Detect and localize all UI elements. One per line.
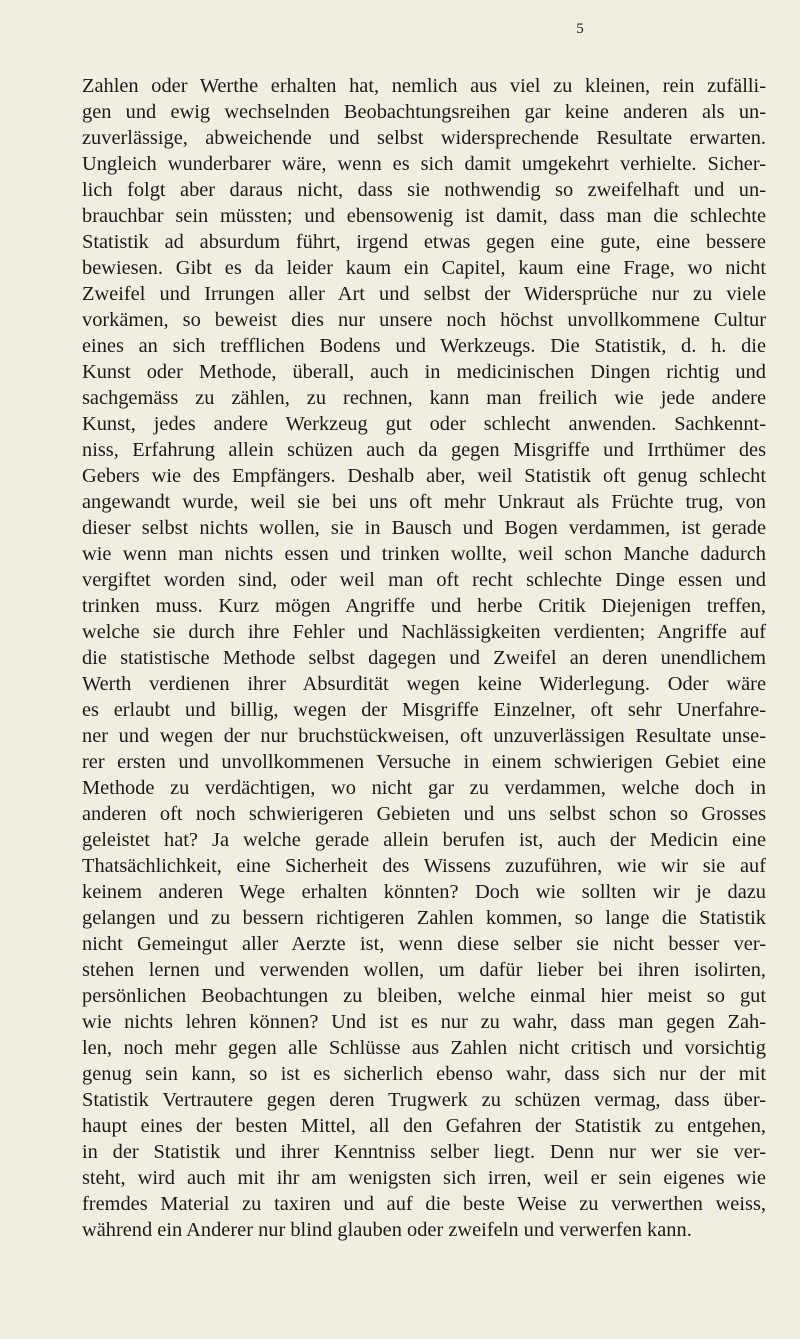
text-line: gen und ewig wechselnden Beobachtungsreihen gar keine anderen als un-	[82, 101, 766, 123]
text-line: Kunst oder Methode, überall, auch in medicinischen Dingen richtig und	[82, 361, 766, 383]
text-line: wie wenn man nichts essen und trinken wollte, weil schon Manche dadurch	[82, 543, 766, 565]
text-line: brauchbar sein müssten; und ebensowenig ist damit, dass man die schlechte	[82, 205, 766, 227]
text-line: Gebers wie des Empfängers. Deshalb aber, weil Statistik oft genug schlecht	[82, 465, 766, 487]
text-line: bewiesen. Gibt es da leider kaum ein Capitel, kaum eine Frage, wo nicht	[82, 257, 766, 279]
text-line: vorkämen, so beweist dies nur unsere noch höchst unvollkommene Cultur	[82, 309, 766, 331]
text-line: rer ersten und unvollkommenen Versuche in einem schwierigen Gebiet eine	[82, 751, 766, 773]
text-line: die statistische Methode selbst dagegen und Zweifel an deren unendlichem	[82, 647, 766, 669]
text-line: in der Statistik und ihrer Kenntniss selber liegt. Denn nur wer sie ver-	[82, 1141, 766, 1163]
page-number: 5	[576, 21, 584, 37]
text-line: wie nichts lehren können? Und ist es nur zu wahr, dass man gegen Zah-	[82, 1011, 766, 1033]
text-line: ner und wegen der nur bruchstückweisen, oft unzuverlässigen Resultate unse-	[82, 725, 766, 747]
text-line: während ein Anderer nur blind glauben oder zweifeln und verwerfen kann.	[82, 1219, 692, 1241]
text-line: len, noch mehr gegen alle Schlüsse aus Zahlen nicht critisch und vorsichtig	[82, 1037, 766, 1059]
text-line: fremdes Material zu taxiren und auf die beste Weise zu verwerthen weiss,	[82, 1193, 766, 1215]
text-line: steht, wird auch mit ihr am wenigsten sich irren, weil er sein eigenes wie	[82, 1167, 766, 1189]
text-line: niss, Erfahrung allein schüzen auch da gegen Misgriffe und Irrthümer des	[82, 439, 766, 461]
text-line: Thatsächlichkeit, eine Sicherheit des Wissens zuzuführen, wie wir sie auf	[82, 855, 766, 877]
text-line: haupt eines der besten Mittel, all den Gefahren der Statistik zu entgehen,	[82, 1115, 766, 1137]
text-line: angewandt wurde, weil sie bei uns oft mehr Unkraut als Früchte trug, von	[82, 491, 766, 513]
text-line: vergiftet worden sind, oder weil man oft recht schlechte Dinge essen und	[82, 569, 766, 591]
text-line: Zahlen oder Werthe erhalten hat, nemlich aus viel zu kleinen, rein zufälli-	[82, 75, 766, 97]
text-line: Statistik Vertrautere gegen deren Trugwerk zu schüzen vermag, dass über-	[82, 1089, 766, 1111]
text-line: Werth verdienen ihrer Absurdität wegen keine Widerlegung. Oder wäre	[82, 673, 766, 695]
text-line: Statistik ad absurdum führt, irgend etwas gegen eine gute, eine bessere	[82, 231, 766, 253]
text-line: zuverlässige, abweichende und selbst widersprechende Resultate erwarten.	[82, 127, 766, 149]
text-line: gelangen und zu bessern richtigeren Zahlen kommen, so lange die Statistik	[82, 907, 766, 929]
text-line: Kunst, jedes andere Werkzeug gut oder schlecht anwenden. Sachkennt-	[82, 413, 766, 435]
body-text	[82, 73, 766, 1243]
text-line: welche sie durch ihre Fehler und Nachlässigkeiten verdienten; Angriffe auf	[82, 621, 766, 643]
text-line: lich folgt aber daraus nicht, dass sie nothwendig so zweifelhaft und un-	[82, 179, 766, 201]
text-line: dieser selbst nichts wollen, sie in Bausch und Bogen verdammen, ist gerade	[82, 517, 766, 539]
text-line: nicht Gemeingut aller Aerzte ist, wenn diese selber sie nicht besser ver-	[82, 933, 766, 955]
text-line: es erlaubt und billig, wegen der Misgriffe Einzelner, oft sehr Unerfahre-	[82, 699, 766, 721]
text-line: keinem anderen Wege erhalten könnten? Doch wie sollten wir je dazu	[82, 881, 766, 903]
text-line: eines an sich trefflichen Bodens und Werkzeugs. Die Statistik, d. h. die	[82, 335, 766, 357]
text-line: stehen lernen und verwenden wollen, um dafür lieber bei ihren isolirten,	[82, 959, 766, 981]
text-line: genug sein kann, so ist es sicherlich ebenso wahr, dass sich nur der mit	[82, 1063, 766, 1085]
text-line: sachgemäss zu zählen, zu rechnen, kann man freilich wie jede andere	[82, 387, 766, 409]
text-line: Ungleich wunderbarer wäre, wenn es sich damit umgekehrt verhielte. Sicher-	[82, 153, 766, 175]
text-line: trinken muss. Kurz mögen Angriffe und herbe Critik Diejenigen treffen,	[82, 595, 766, 617]
text-line: anderen oft noch schwierigeren Gebieten und uns selbst schon so Grosses	[82, 803, 766, 825]
text-line: persönlichen Beobachtungen zu bleiben, welche einmal hier meist so gut	[82, 985, 766, 1007]
text-line: Methode zu verdächtigen, wo nicht gar zu verdammen, welche doch in	[82, 777, 766, 799]
text-line: geleistet hat? Ja welche gerade allein berufen ist, auch der Medicin eine	[82, 829, 766, 851]
text-line: Zweifel und Irrungen aller Art und selbst der Widersprüche nur zu viele	[82, 283, 766, 305]
